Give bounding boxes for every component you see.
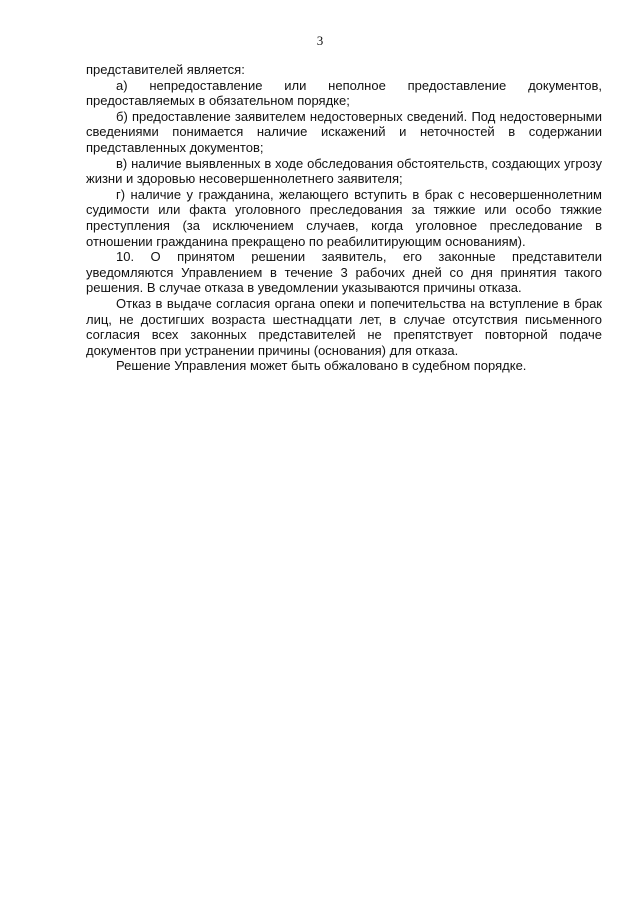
- paragraph-item-a: а) непредоставление или неполное предоставление документов, предоставляемых в обязательном порядке;: [86, 77, 602, 109]
- paragraph-item-v: в) наличие выявленных в ходе обследования обстоятельств, создающих угрозу жизни и здоровью несовершеннолетнего заявителя;: [86, 155, 602, 187]
- paragraph-refusal-note: Отказ в выдаче согласия органа опеки и попечительства на вступление в брак лиц, не достигших возраста шестнадцати лет, в случае отсутствия письменного согласия всех законных представителей не препятствует повторной подаче документов при устранении причины (основания) для отказа.: [86, 295, 602, 358]
- paragraph-appeal-note: Решение Управления может быть обжаловано в судебном порядке.: [116, 358, 527, 374]
- document-body: [86, 62, 602, 374]
- paragraph-item-b: б) предоставление заявителем недостоверных сведений. Под недостоверными сведениями понимается наличие искажений и неточностей в содержании представленных документов;: [86, 108, 602, 155]
- paragraph-continuation: представителей является:: [86, 62, 245, 77]
- page-number: 3: [316, 33, 324, 48]
- paragraph-item-g: г) наличие у гражданина, желающего вступить в брак с несовершеннолетним судимости или факта уголовного преследования за тяжкие или особо тяжкие преступления (за исключением случаев, когда уголовное преследование в отношении гражданина прекращено по реабилитирующим основаниям).: [86, 186, 602, 249]
- paragraph-section-10: 10. О принятом решении заявитель, его законные представители уведомляются Управлением в течение 3 рабочих дней со дня принятия такого решения. В случае отказа в уведомлении указываются причины отказа.: [86, 249, 602, 296]
